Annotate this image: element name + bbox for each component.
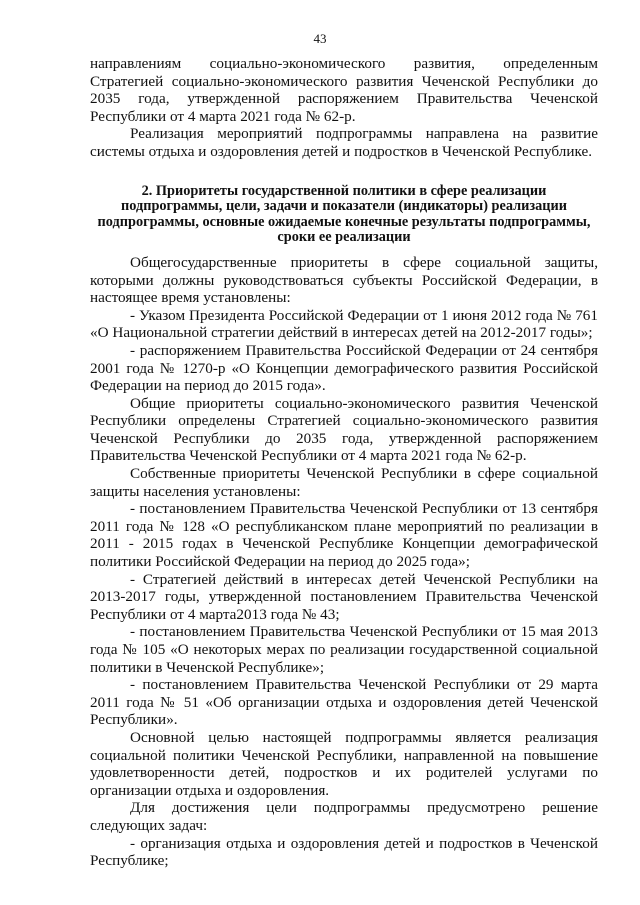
list-item: - Указом Президента Российской Федерации от 1 июня 2012 года № 761 «О Национальной стратегии действий в интересах детей на 2012-2017 годы»; bbox=[90, 306, 598, 342]
list-item: - Стратегией действий в интересах детей Чеченской Республики на 2013-2017 годы, утвержденной постановлением Правительства Чеченской Республики от 4 марта2013 года № 43; bbox=[90, 570, 598, 623]
paragraph: Общие приоритеты социально-экономического развития Чеченской Республики определены Стратегией социально-экономического развития Чеченской Республики до 2035 года, утвержденной распоряжением Правительства Чеченской Республики от 4 марта 2021 года № 62-р. bbox=[90, 394, 598, 465]
paragraph: Реализация мероприятий подпрограммы направлена на развитие системы отдыха и оздоровления детей и подростков в Чеченской Республике. bbox=[90, 125, 598, 160]
list-item: - постановлением Правительства Чеченской Республики от 29 марта 2011 года № 51 «Об организации отдыха и оздоровления детей Чеченской Республики». bbox=[90, 676, 598, 729]
list-item: - распоряжением Правительства Российской Федерации от 24 сентября 2001 года № 1270-р «О Концепции демографического развития Российской Федерации на период до 2015 года». bbox=[90, 341, 598, 395]
paragraph: Основной целью настоящей подпрограммы является реализация социальной политики Чеченской Республики, направленной на повышение удовлетворенности детей, подростков и их родителей услугами по организации отдыха и оздоровления. bbox=[90, 728, 598, 799]
paragraph: направлениям социально-экономического развития, определенным Стратегией социально-экономического развития Чеченской Республики до 2035 года, утвержденной распоряжением Правительства Чеченской Республики от 4 марта 2021 года № 62-р. bbox=[90, 55, 598, 125]
list-item: - постановлением Правительства Чеченской Республики от 15 мая 2013 года № 105 «О некоторых мерах по реализации государственной социальной политики в Чеченской Республике»; bbox=[90, 623, 598, 676]
paragraph: Общегосударственные приоритеты в сфере социальной защиты, которыми должны руководствоваться субъекты Российской Федерации, в настоящее время установлены: bbox=[90, 253, 598, 307]
list-item: - постановлением Правительства Чеченской Республики от 13 сентября 2011 года № 128 «О республиканском плане мероприятий по реализации в 2011 - 2015 годах в Чеченской Республике Концепции демографической политики Российской Федерации на период до 2025 года»; bbox=[90, 500, 598, 571]
paragraph: Для достижения цели подпрограммы предусмотрено решение следующих задач: bbox=[90, 799, 598, 834]
paragraph: Собственные приоритеты Чеченской Республики в сфере социальной защиты населения установлены: bbox=[90, 465, 598, 500]
section-heading: 2. Приоритеты государственной политики в сфере реализации подпрограммы, цели, задачи и показатели (индикаторы) реализации подпрограммы, основные ожидаемые конечные результаты подпрограммы, сроки ее реализации bbox=[97, 182, 591, 246]
list-item: - организация отдыха и оздоровления детей и подростков в Чеченской Республике; bbox=[90, 834, 598, 870]
page-number: 43 bbox=[313, 31, 327, 46]
document-body bbox=[90, 55, 598, 870]
